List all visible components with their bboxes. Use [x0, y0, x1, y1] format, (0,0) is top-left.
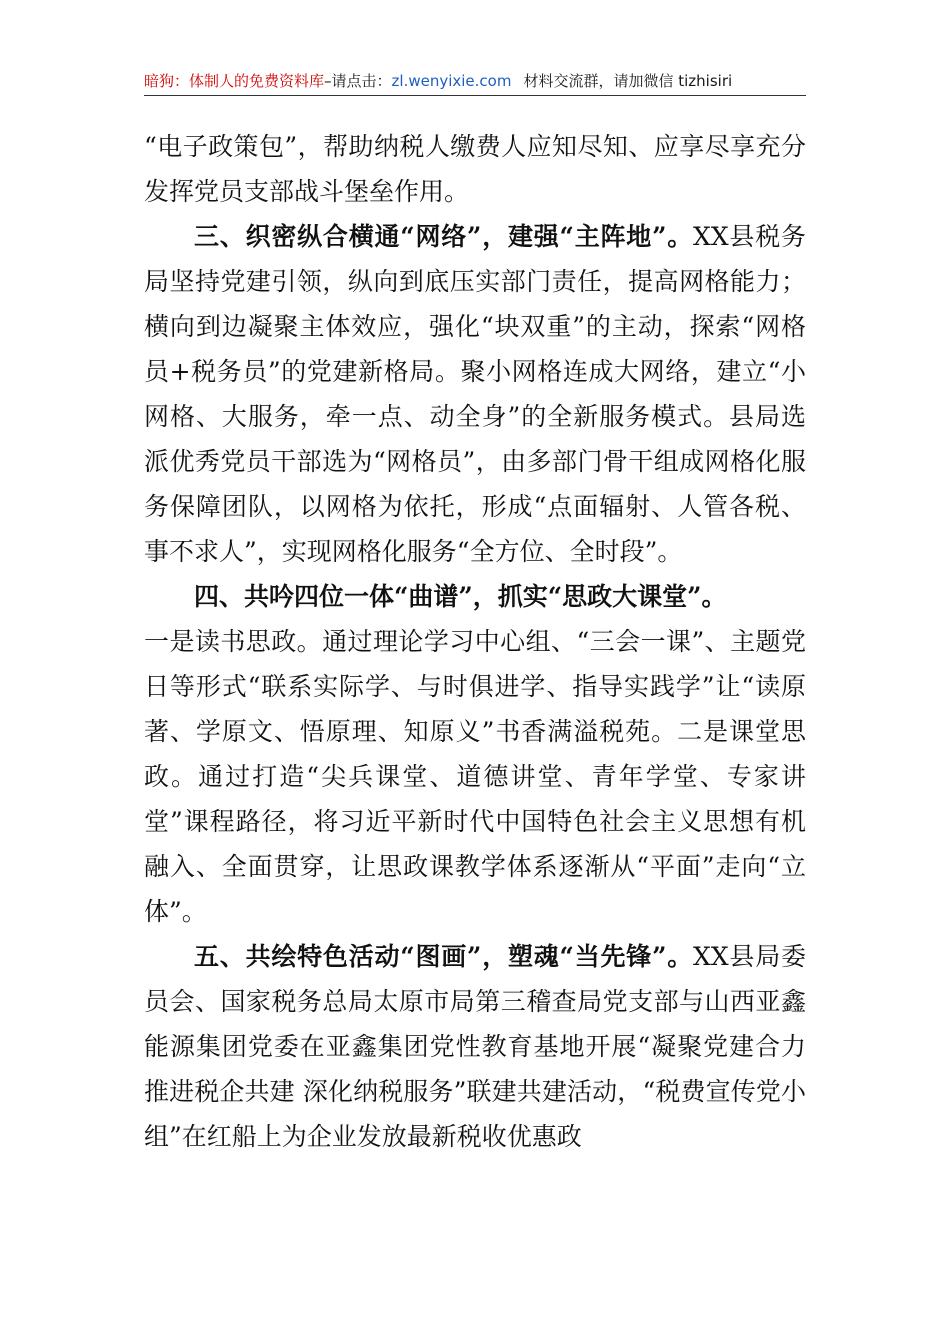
section-5-heading: 五、共绘特色活动“图画”，塑魂“当先锋”。 [194, 942, 694, 971]
page-header-banner [144, 70, 806, 92]
header-divider [144, 95, 806, 96]
header-wechat-note: 材料交流群，请加微信 tizhisiri [523, 72, 733, 90]
paragraph-section-4 [144, 574, 806, 619]
document-body [144, 124, 806, 1159]
section-5-body: XX县局委员会、国家税务总局太原市局第三稽查局党支部与山西亚鑫能源集团党委在亚鑫集团党性教育基地开展“凝聚党建合力 推进税企共建 深化纳税服务”联建共建活动，“税费宣传党小组”在红船上为企业发放最新税收优惠政 [144, 942, 806, 1151]
header-cta-text: –请点击： [324, 72, 392, 90]
section-4-body: 一是读书思政。通过理论学习中心组、“三会一课”、主题党日等形式“联系实际学、与时俱进学、指导实践学”让“读原著、学原文、悟原理、知原义”书香满溢税苑。二是课堂思政。通过打造“尖兵课堂、道德讲堂、青年学堂、专家讲堂”课程路径，将习近平新时代中国特色社会主义思想有机融入、全面贯穿，让思政课教学体系逐渐从“平面”走向“立体”。 [144, 627, 806, 926]
section-4-heading: 四、共吟四位一体“曲谱”，抓实“思政大课堂”。 [194, 582, 727, 611]
paragraph-section-5 [144, 934, 806, 1159]
section-3-heading: 三、织密纵合横通“网络”，建强“主阵地”。 [194, 222, 694, 251]
paragraph-section-3 [144, 214, 806, 574]
section-3-body: XX县税务局坚持党建引领，纵向到底压实部门责任，提高网格能力；横向到边凝聚主体效应，强化“块双重”的主动，探索“网格员+税务员”的党建新格局。聚小网格连成大网络，建立“小网格、大服务，牵一点、动全身”的全新服务模式。县局选派优秀党员干部选为“网格员”，由多部门骨干组成网格化服务保障团队，以网格为依托，形成“点面辐射、人管各税、事不求人”，实现网格化服务“全方位、全时段”。 [144, 222, 806, 566]
header-brand-text: 暗狗：体制人的免费资料库 [144, 72, 325, 90]
header-link[interactable]: zl.wenyixie.com [391, 72, 512, 90]
paragraph-continued: “电子政策包”，帮助纳税人缴费人应知尽知、应享尽享充分发挥党员支部战斗堡垒作用。 [144, 132, 806, 206]
